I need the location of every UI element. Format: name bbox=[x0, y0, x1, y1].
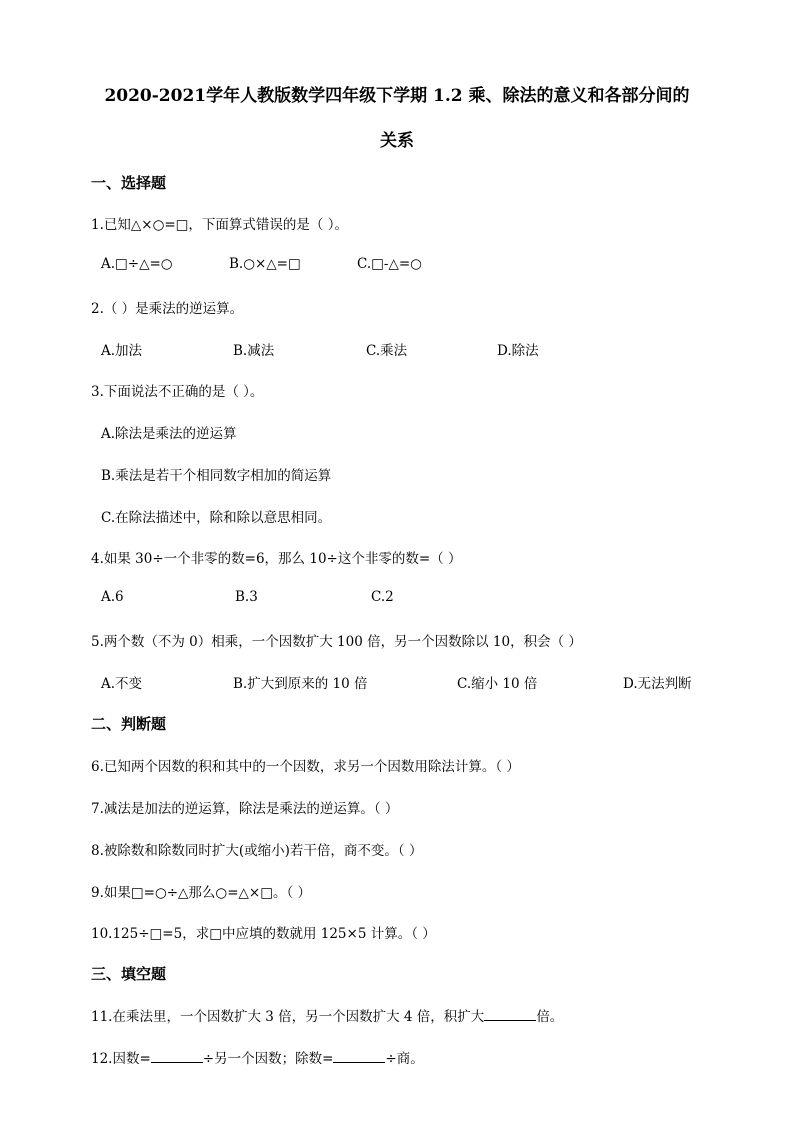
question-10: 10.125÷□=5，求□中应填的数就用 125×5 计算。（ ） bbox=[91, 926, 436, 942]
question-11-text-after: 倍。 bbox=[536, 1009, 564, 1025]
question-12-text-2: ÷另一个因数；除数= bbox=[202, 1051, 334, 1067]
question-3-option-b: B.乘法是若干个相同数字相加的简运算 bbox=[101, 468, 332, 484]
answer-blank[interactable] bbox=[333, 1050, 385, 1063]
question-2: 2.（ ）是乘法的逆运算。 bbox=[91, 301, 244, 317]
question-5-option-a: A.不变 bbox=[101, 676, 143, 692]
section-heading-true-false: 二、判断题 bbox=[91, 715, 167, 733]
question-2-option-b: B.减法 bbox=[233, 343, 275, 359]
question-3-option-a: A.除法是乘法的逆运算 bbox=[101, 426, 237, 442]
question-1-option-b: B.○×△=□ bbox=[229, 256, 301, 272]
question-4: 4.如果 30÷一个非零的数=6，那么 10÷这个非零的数=（ ） bbox=[91, 551, 462, 567]
question-11 bbox=[91, 1005, 563, 1025]
question-4-option-c: C.2 bbox=[371, 589, 394, 605]
section-heading-fill-in: 三、填空题 bbox=[91, 965, 167, 983]
question-2-option-d: D.除法 bbox=[497, 343, 539, 359]
question-9: 9.如果□=○÷△那么○=△×□。（ ） bbox=[91, 885, 312, 901]
question-2-option-c: C.乘法 bbox=[366, 343, 408, 359]
question-12 bbox=[91, 1047, 424, 1067]
section-heading-multiple-choice: 一、选择题 bbox=[91, 174, 167, 192]
question-5: 5.两个数（不为 0）相乘，一个因数扩大 100 倍，另一个因数除以 10，积会（ ） bbox=[91, 634, 582, 650]
question-5-option-b: B.扩大到原来的 10 倍 bbox=[233, 676, 368, 692]
question-4-option-a: A.6 bbox=[101, 589, 124, 605]
question-1-option-c: C.□-△=○ bbox=[357, 256, 422, 272]
question-7: 7.减法是加法的逆运算，除法是乘法的逆运算。（ ） bbox=[91, 801, 399, 817]
question-1-option-a: A.□÷△=○ bbox=[101, 256, 173, 272]
question-1: 1.已知△×○=□，下面算式错误的是（ ）。 bbox=[91, 217, 348, 233]
question-2-option-a: A.加法 bbox=[101, 343, 143, 359]
question-8: 8.被除数和除数同时扩大(或缩小)若干倍，商不变。（ ） bbox=[91, 843, 423, 859]
answer-blank[interactable] bbox=[151, 1050, 203, 1063]
question-3: 3.下面说法不正确的是（ ）。 bbox=[91, 384, 264, 400]
question-5-option-c: C.缩小 10 倍 bbox=[457, 676, 538, 692]
question-4-option-b: B.3 bbox=[235, 589, 258, 605]
question-6: 6.已知两个因数的积和其中的一个因数，求另一个因数用除法计算。（ ） bbox=[91, 759, 520, 775]
question-5-option-d: D.无法判断 bbox=[623, 676, 692, 692]
document-title-line1: 2020-2021学年人教版数学四年级下学期 1.2 乘、除法的意义和各部分间的 bbox=[104, 86, 690, 106]
question-12-text-1: 12.因数= bbox=[91, 1051, 151, 1067]
question-12-text-3: ÷商。 bbox=[385, 1051, 424, 1067]
document-title-line2: 关系 bbox=[380, 131, 414, 151]
question-3-option-c: C.在除法描述中，除和除以意思相同。 bbox=[101, 510, 332, 526]
question-11-text-before: 11.在乘法里，一个因数扩大 3 倍，另一个因数扩大 4 倍，积扩大 bbox=[91, 1009, 485, 1025]
answer-blank[interactable] bbox=[484, 1008, 536, 1021]
